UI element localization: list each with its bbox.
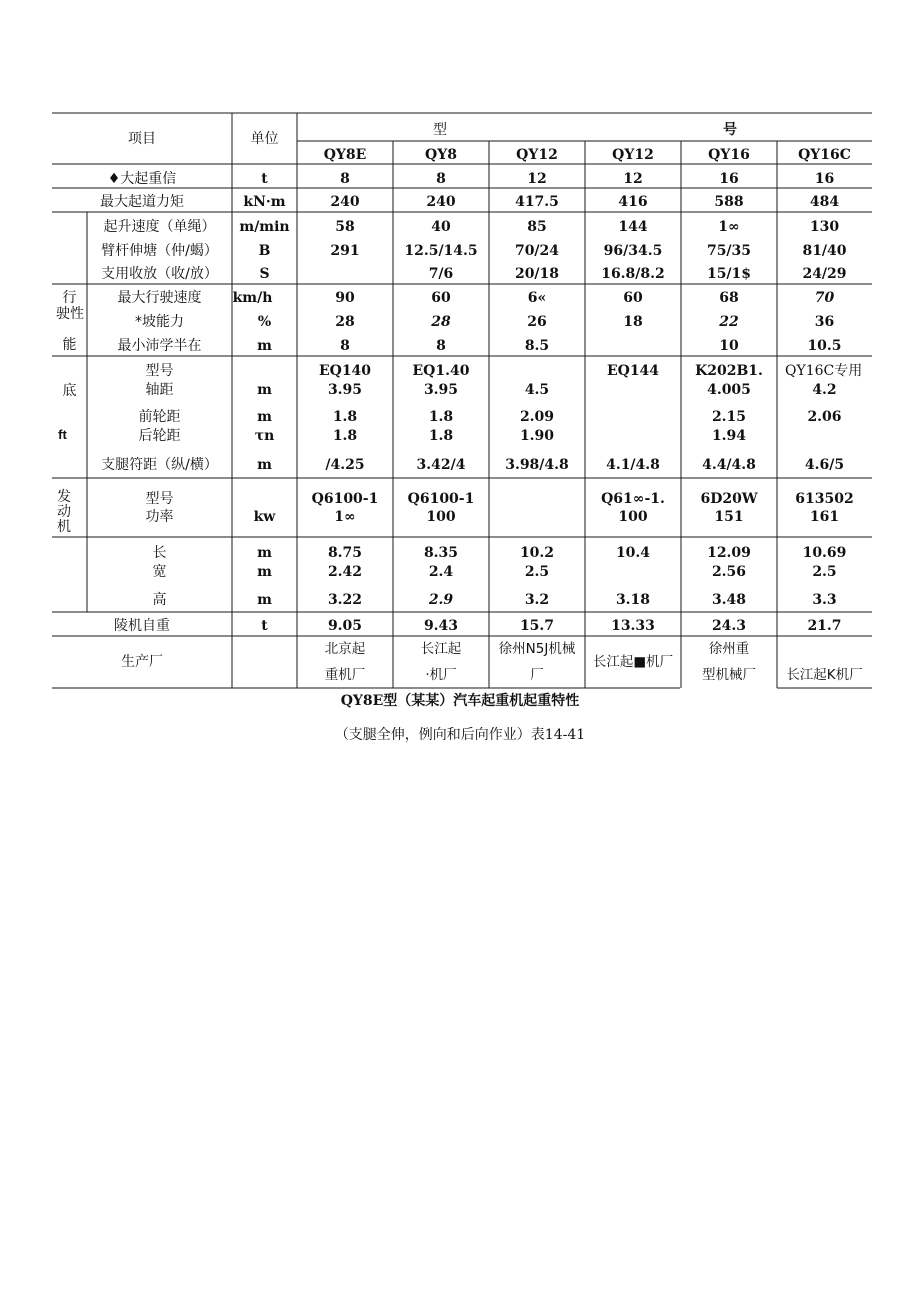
cell-maker-2-line1: 长江起 (420, 641, 462, 657)
cell-max_moment-6: 484 (809, 194, 840, 210)
cell-hoist_speed-1: 58 (335, 219, 355, 235)
cell-travel_speed-5: 68 (719, 290, 739, 306)
cell-rear_track-3: 1.90 (519, 428, 555, 444)
cell-engine_model-4: Q61∞-1. (601, 491, 665, 507)
row-unit-outrigger_span: m (257, 457, 272, 473)
cell-climb-6: 36 (814, 314, 835, 330)
cell-outrigger_span-6: 4.6/5 (804, 457, 845, 473)
cell-width-5: 2.56 (711, 564, 747, 580)
cell-chassis_model-5: K202B1. (695, 363, 763, 379)
group-travel-1: 行 (62, 290, 77, 306)
cell-chassis_model-1: EQ140 (318, 363, 372, 379)
cell-width-1: 2.42 (327, 564, 363, 580)
row-label-outrigger_time: 支用收放（收/放） (101, 266, 218, 282)
cell-height-4: 3.18 (615, 592, 651, 608)
cell-outrigger_span-2: 3.42/4 (416, 457, 466, 473)
cell-hoist_speed-3: 85 (527, 219, 547, 235)
row-label-wheelbase: 轴距 (145, 382, 174, 398)
cell-front_track-5: 2.15 (711, 409, 747, 425)
row-unit-climb: % (257, 314, 272, 330)
cell-chassis_model-6: QY16C专用 (785, 363, 863, 379)
row-unit-max_lift: t (261, 171, 268, 187)
cell-outrigger_span-3: 3.98/4.8 (505, 457, 569, 473)
cell-outrigger_span-1: /4.25 (325, 457, 365, 473)
row-label-weight: 陵机自重 (114, 618, 170, 634)
cell-travel_speed-6: 70 (814, 290, 835, 306)
cell-rear_track-1: 1.8 (332, 428, 358, 444)
group-travel-3: 能 (62, 337, 77, 353)
cell-weight-1: 9.05 (327, 618, 363, 634)
row-unit-engine_power: kw (253, 509, 276, 525)
cell-length-4: 10.4 (615, 545, 651, 561)
row-unit-hoist_speed: m/min (239, 219, 290, 235)
cell-front_track-1: 1.8 (332, 409, 358, 425)
cell-boom_time-3: 70/24 (514, 243, 560, 259)
row-unit-length: m (257, 545, 272, 561)
row-label-climb: *坡能力 (135, 314, 184, 330)
cell-engine_power-5: 151 (714, 509, 744, 525)
cell-hoist_speed-5: 1∞ (718, 219, 740, 235)
cell-maker-4-line1: 长江起■机厂 (592, 654, 674, 670)
cell-boom_time-2: 12.5/14.5 (404, 243, 478, 259)
row-unit-rear_track: τn (254, 428, 275, 444)
cell-max_lift-4: 12 (623, 171, 643, 187)
cell-height-2: 2.9 (428, 592, 454, 608)
cell-wheelbase-6: 4.2 (812, 382, 837, 398)
cell-travel_speed-2: 60 (431, 290, 451, 306)
cell-hoist_speed-2: 40 (431, 219, 451, 235)
row-label-hoist_speed: 起升速度（单绳） (103, 219, 216, 235)
cell-boom_time-4: 96/34.5 (603, 243, 663, 259)
cell-max_moment-2: 240 (426, 194, 456, 210)
cell-max_lift-5: 16 (719, 171, 739, 187)
cell-height-5: 3.48 (711, 592, 747, 608)
cell-outrigger_time-5: 15/1$ (706, 266, 752, 282)
cell-max_lift-6: 16 (814, 171, 835, 187)
model-6: QY16C (798, 147, 851, 163)
header-item: 项目 (128, 131, 156, 147)
cell-climb-5: 22 (719, 314, 739, 330)
cell-weight-6: 21.7 (807, 618, 842, 634)
group-engine-2: 动 (57, 504, 71, 520)
cell-outrigger_time-4: 16.8/8.2 (601, 266, 665, 282)
cell-chassis_model-4: EQ144 (606, 363, 660, 379)
row-label-max_lift: ♦大起重信 (107, 171, 177, 187)
cell-climb-2: 28 (431, 314, 451, 330)
cell-boom_time-1: 291 (330, 243, 360, 259)
cell-engine_power-6: 161 (809, 509, 840, 525)
cell-max_lift-3: 12 (527, 171, 547, 187)
cell-weight-5: 24.3 (711, 618, 747, 634)
model-2: QY8 (425, 147, 457, 163)
group-chassis-1: 底 (62, 383, 77, 399)
row-label-width: 宽 (152, 564, 167, 580)
table-subtitle: （支腿全伸，例向和后向作业）表14-41 (334, 727, 586, 743)
cell-maker-6-line1: 长江起K机厂 (786, 667, 863, 683)
cell-chassis_model-2: EQ1.40 (412, 363, 470, 379)
row-label-maker: 生产厂 (121, 654, 163, 670)
cell-engine_model-5: 6D20W (700, 491, 758, 507)
cell-front_track-6: 2.06 (807, 409, 842, 425)
cell-travel_speed-1: 90 (335, 290, 355, 306)
row-unit-height: m (257, 592, 272, 608)
cell-wheelbase-3: 4.5 (524, 382, 550, 398)
cell-engine_power-2: 100 (426, 509, 456, 525)
cell-climb-1: 28 (335, 314, 355, 330)
row-unit-outrigger_time: S (259, 266, 270, 282)
cell-length-3: 10.2 (519, 545, 555, 561)
cell-rear_track-2: 1.8 (428, 428, 454, 444)
cell-turn_radius-5: 10 (719, 338, 739, 354)
model-3: QY12 (516, 147, 558, 163)
row-unit-front_track: m (257, 409, 272, 425)
cell-height-6: 3.3 (812, 592, 837, 608)
cell-travel_speed-3: 6« (527, 290, 547, 306)
cell-maker-2-line2: ·机厂 (425, 667, 457, 683)
row-label-travel_speed: 最大行驶速度 (117, 290, 202, 306)
cell-outrigger_time-2: 7/6 (428, 266, 454, 282)
cell-turn_radius-6: 10.5 (807, 338, 842, 354)
cell-max_moment-4: 416 (618, 194, 648, 210)
cell-engine_model-6: 613502 (795, 491, 854, 507)
cell-boom_time-5: 75/35 (706, 243, 752, 259)
row-label-turn_radius: 最小沛学半在 (117, 338, 202, 354)
cell-rear_track-5: 1.94 (711, 428, 747, 444)
cell-climb-3: 26 (527, 314, 547, 330)
row-unit-width: m (257, 564, 272, 580)
row-label-max_moment: 最大起道力矩 (100, 194, 184, 210)
row-unit-max_moment: kN·m (243, 194, 286, 210)
cell-front_track-3: 2.09 (519, 409, 555, 425)
row-label-engine_model: 型号 (145, 491, 174, 507)
row-label-rear_track: 后轮距 (138, 428, 181, 444)
cell-engine_power-4: 100 (618, 509, 648, 525)
cell-max_moment-5: 588 (714, 194, 744, 210)
group-travel-2: 驶性 (56, 306, 84, 322)
header-model-left: 型 (433, 122, 447, 138)
row-unit-wheelbase: m (257, 382, 272, 398)
row-unit-turn_radius: m (257, 338, 272, 354)
cell-maker-5-line2: 型机械厂 (702, 667, 756, 683)
cell-wheelbase-5: 4.005 (707, 382, 751, 398)
row-label-chassis_model: 型号 (145, 363, 174, 379)
row-label-engine_power: 功率 (145, 509, 174, 525)
row-label-outrigger_span: 支腿符距（纵/横） (101, 457, 218, 473)
cell-maker-5-line1: 徐州重 (708, 641, 750, 657)
cell-climb-4: 18 (623, 314, 643, 330)
cell-travel_speed-4: 60 (623, 290, 643, 306)
row-label-height: 高 (152, 592, 167, 608)
cell-weight-3: 15.7 (519, 618, 555, 634)
group-engine-3: 机 (57, 519, 71, 535)
cell-height-3: 3.2 (524, 592, 550, 608)
cell-length-1: 8.75 (327, 545, 363, 561)
cell-width-3: 2.5 (524, 564, 550, 580)
cell-boom_time-6: 81/40 (802, 243, 847, 259)
header-model-right: 号 (723, 122, 737, 138)
cell-engine_model-1: Q6100-1 (311, 491, 379, 507)
cell-max_lift-2: 8 (436, 171, 446, 187)
cell-turn_radius-2: 8 (436, 338, 446, 354)
cell-weight-2: 9.43 (423, 618, 459, 634)
cell-max_moment-1: 240 (330, 194, 360, 210)
cell-wheelbase-2: 3.95 (423, 382, 459, 398)
model-1: QY8E (323, 147, 367, 163)
cell-hoist_speed-4: 144 (618, 219, 648, 235)
header-unit: 单位 (250, 131, 279, 147)
cell-wheelbase-1: 3.95 (327, 382, 363, 398)
cell-maker-1-line1: 北京起 (324, 641, 366, 657)
row-label-length: 长 (152, 545, 167, 561)
cell-width-2: 2.4 (428, 564, 454, 580)
cell-maker-3-line2: 厂 (530, 667, 544, 683)
row-unit-weight: t (261, 618, 268, 634)
cell-length-6: 10.69 (802, 545, 847, 561)
cell-width-6: 2.5 (812, 564, 837, 580)
model-5: QY16 (708, 147, 750, 163)
cell-outrigger_span-5: 4.4/4.8 (702, 457, 756, 473)
row-unit-travel_speed: km/h (232, 290, 273, 306)
cell-turn_radius-1: 8 (340, 338, 350, 354)
cell-maker-1-line2: 重机厂 (324, 667, 366, 683)
cell-height-1: 3.22 (327, 592, 363, 608)
cell-maker-3-line1: 徐州N5J机械 (498, 641, 576, 657)
cell-max_moment-3: 417.5 (515, 194, 559, 210)
cell-weight-4: 13.33 (611, 618, 655, 634)
cell-front_track-2: 1.8 (428, 409, 454, 425)
row-label-boom_time: 臂杆伸塘（仲/蝎） (101, 243, 218, 259)
model-4: QY12 (612, 147, 654, 163)
group-chassis-2: ft (58, 427, 67, 442)
cell-max_lift-1: 8 (340, 171, 350, 187)
cell-length-5: 12.09 (707, 545, 751, 561)
cell-outrigger_time-6: 24/29 (802, 266, 847, 282)
row-label-front_track: 前轮距 (138, 409, 181, 425)
row-unit-boom_time: B (258, 243, 271, 259)
cell-outrigger_span-4: 4.1/4.8 (606, 457, 660, 473)
cell-outrigger_time-3: 20/18 (514, 266, 560, 282)
cell-turn_radius-3: 8.5 (524, 338, 550, 354)
cell-hoist_speed-6: 130 (809, 219, 840, 235)
group-engine-1: 发 (57, 489, 71, 505)
cell-engine_model-2: Q6100-1 (407, 491, 475, 507)
cell-length-2: 8.35 (423, 545, 459, 561)
table-title: QY8E型（某某）汽车起重机起重特性 (340, 693, 580, 709)
cell-engine_power-1: 1∞ (334, 509, 356, 525)
